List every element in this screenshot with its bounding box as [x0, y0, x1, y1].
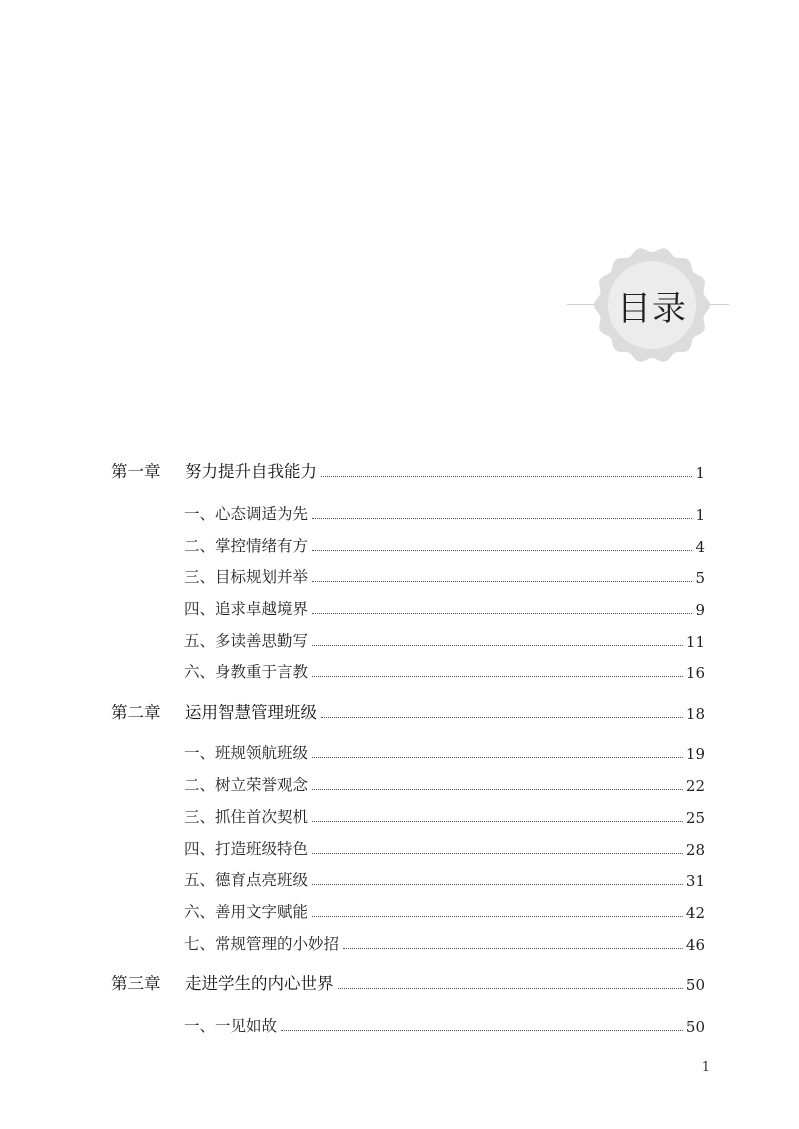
- toc-section-entry[interactable]: [184, 739, 705, 763]
- toc-section-entry[interactable]: [184, 563, 705, 587]
- page-reference: 1: [695, 506, 705, 524]
- toc-section-entry[interactable]: [184, 803, 705, 827]
- toc-section-entry[interactable]: [184, 866, 705, 890]
- page-reference: 11: [685, 633, 705, 651]
- title-badge: [592, 245, 712, 365]
- section-title: 一、一见如故: [184, 1017, 278, 1035]
- dot-leader: [312, 645, 683, 646]
- toc-chapter-entry[interactable]: [111, 970, 705, 994]
- page-reference: 18: [685, 705, 705, 723]
- dot-leader: [312, 613, 692, 614]
- page-reference: 22: [685, 777, 705, 795]
- dot-leader: [281, 1030, 683, 1031]
- page-reference: 16: [685, 664, 705, 682]
- page-reference: 42: [685, 904, 705, 922]
- section-title: 四、追求卓越境界: [184, 600, 309, 618]
- page-number: 1: [701, 1060, 710, 1075]
- toc-section-entry[interactable]: [184, 595, 705, 619]
- section-title: 二、掌控情绪有方: [184, 537, 309, 555]
- dot-leader: [312, 757, 683, 758]
- dot-leader: [312, 853, 683, 854]
- dot-leader: [312, 821, 683, 822]
- toc-section-entry[interactable]: [184, 500, 705, 524]
- section-title: 二、树立荣誉观念: [184, 776, 309, 794]
- section-title: 一、心态调适为先: [184, 505, 309, 523]
- section-title: 六、善用文字赋能: [184, 903, 309, 921]
- toc-section-entry[interactable]: [184, 930, 705, 954]
- section-title: 五、多读善思勤写: [184, 632, 309, 650]
- toc-section-entry[interactable]: [184, 658, 705, 682]
- toc-chapter-entry[interactable]: [111, 458, 705, 482]
- section-title: 五、德育点亮班级: [184, 871, 309, 889]
- toc-section-entry[interactable]: [184, 532, 705, 556]
- dot-leader: [312, 789, 683, 790]
- section-title: 七、常规管理的小妙招: [184, 935, 340, 953]
- page-reference: 19: [685, 745, 705, 763]
- page-reference: 50: [685, 1018, 705, 1036]
- toc-section-entry[interactable]: [184, 835, 705, 859]
- dot-leader: [312, 550, 692, 551]
- section-title: 三、抓住首次契机: [184, 808, 309, 826]
- toc-section-entry[interactable]: [184, 1012, 705, 1036]
- dot-leader: [321, 476, 692, 477]
- section-title: 四、打造班级特色: [184, 840, 309, 858]
- page-reference: 50: [685, 976, 705, 994]
- chapter-title: 运用智慧管理班级: [185, 703, 317, 722]
- dot-leader: [312, 884, 683, 885]
- chapter-title: 努力提升自我能力: [185, 462, 317, 481]
- section-title: 六、身教重于言教: [184, 663, 309, 681]
- chapter-number: 第一章: [111, 462, 161, 481]
- toc-heading: 目录: [617, 288, 687, 329]
- page-reference: 25: [685, 809, 705, 827]
- page-reference: 9: [695, 601, 705, 619]
- section-title: 一、班规领航班级: [184, 744, 309, 762]
- page-reference: 1: [695, 464, 705, 482]
- page-reference: 31: [685, 872, 705, 890]
- page-reference: 28: [685, 841, 705, 859]
- dot-leader: [312, 518, 692, 519]
- chapter-number: 第二章: [111, 703, 161, 722]
- section-title: 三、目标规划并举: [184, 568, 309, 586]
- toc-section-entry[interactable]: [184, 898, 705, 922]
- chapter-title: 走进学生的内心世界: [185, 974, 334, 993]
- dot-leader: [338, 988, 683, 989]
- toc-section-entry[interactable]: [184, 627, 705, 651]
- page-reference: 5: [695, 569, 705, 587]
- page-reference: 4: [695, 538, 705, 556]
- dot-leader: [312, 676, 683, 677]
- dot-leader: [321, 717, 683, 718]
- dot-leader: [312, 916, 683, 917]
- toc-chapter-entry[interactable]: [111, 699, 705, 723]
- dot-leader: [343, 948, 683, 949]
- page-reference: 46: [685, 936, 705, 954]
- dot-leader: [312, 581, 692, 582]
- toc-section-entry[interactable]: [184, 771, 705, 795]
- chapter-number: 第三章: [111, 974, 161, 993]
